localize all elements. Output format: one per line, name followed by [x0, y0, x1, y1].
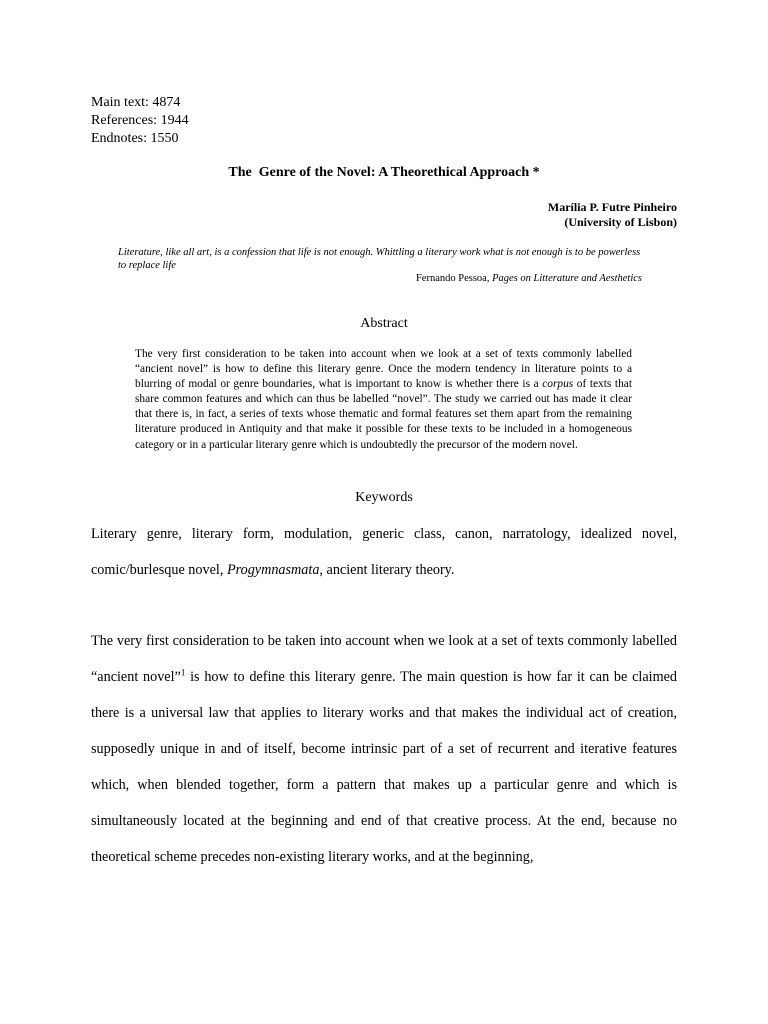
- references-count: References: 1944: [91, 113, 189, 128]
- body-paragraph: [91, 623, 677, 875]
- epigraph-quote: Literature, like all art, is a confession that life is not enough. Whittling a literary work what is not enough is to be powerless to replace life: [118, 247, 641, 271]
- author-affiliation: (University of Lisbon): [564, 215, 677, 229]
- footnote-reference[interactable]: 1: [180, 667, 186, 678]
- abstract-heading: Abstract: [360, 316, 408, 331]
- epigraph-source: [416, 272, 642, 285]
- abstract-text: [135, 347, 632, 453]
- abstract-text-part-2: of texts that share common features and which can thus be labelled “novel”. The study we carried out has made it clear that there is, in fact, a series of texts whose thematic and formal features set them apart from the remaining literature produced in Antiquity and that make it possible for these texts to be included in a homogeneous category or in a particular literary genre which is undoubtedly the precursor of the modern novel.: [135, 378, 632, 451]
- keywords-text: [91, 516, 677, 588]
- keywords-heading: Keywords: [355, 490, 413, 505]
- author-block: [548, 200, 677, 230]
- keywords-text-italic: Progymnasmata: [226, 562, 320, 578]
- endnotes-count: Endnotes: 1550: [91, 131, 179, 146]
- body-text-part-1: The very first consideration to be taken into account when we look at a set of texts commonly labelled “ancient novel”: [91, 633, 677, 685]
- epigraph-source-title: Pages on Litterature and Aesthetics: [492, 273, 642, 284]
- main-text-count: Main text: 4874: [91, 95, 181, 110]
- author-name: Marília P. Futre Pinheiro: [547, 200, 677, 214]
- abstract-text-italic: corpus: [542, 378, 574, 391]
- epigraph-source-author: Fernando Pessoa,: [415, 273, 493, 284]
- keywords-text-part-1: Literary genre, literary form, modulation, generic class, canon, narratology, idealized novel, comic/burlesque novel,: [91, 526, 677, 578]
- abstract-text-part-1: The very first consideration to be taken into account when we look at a set of texts commonly labelled “ancient novel” is how to define this literary genre. Once the modern tendency in literature points to a blurring of modal or genre boundaries, what is important to know is whether there is a: [135, 348, 632, 391]
- keywords-text-part-2: , ancient literary theory.: [319, 562, 455, 578]
- word-counts: [91, 94, 189, 148]
- body-text-part-2: is how to define this literary genre. The main question is how far it can be claimed there is a universal law that applies to literary works and that makes the individual act of creation, supposedly unique in and of itself, become intrinsic part of a set of recurrent and iterative features which, when blended together, form a pattern that makes up a particular genre and which is simultaneously located at the beginning and end of that creative process. At the end, because no theoretical scheme precedes non-existing literary works, and at the beginning,: [91, 669, 677, 865]
- paper-title: The Genre of the Novel: A Theorethical Approach *: [228, 165, 540, 180]
